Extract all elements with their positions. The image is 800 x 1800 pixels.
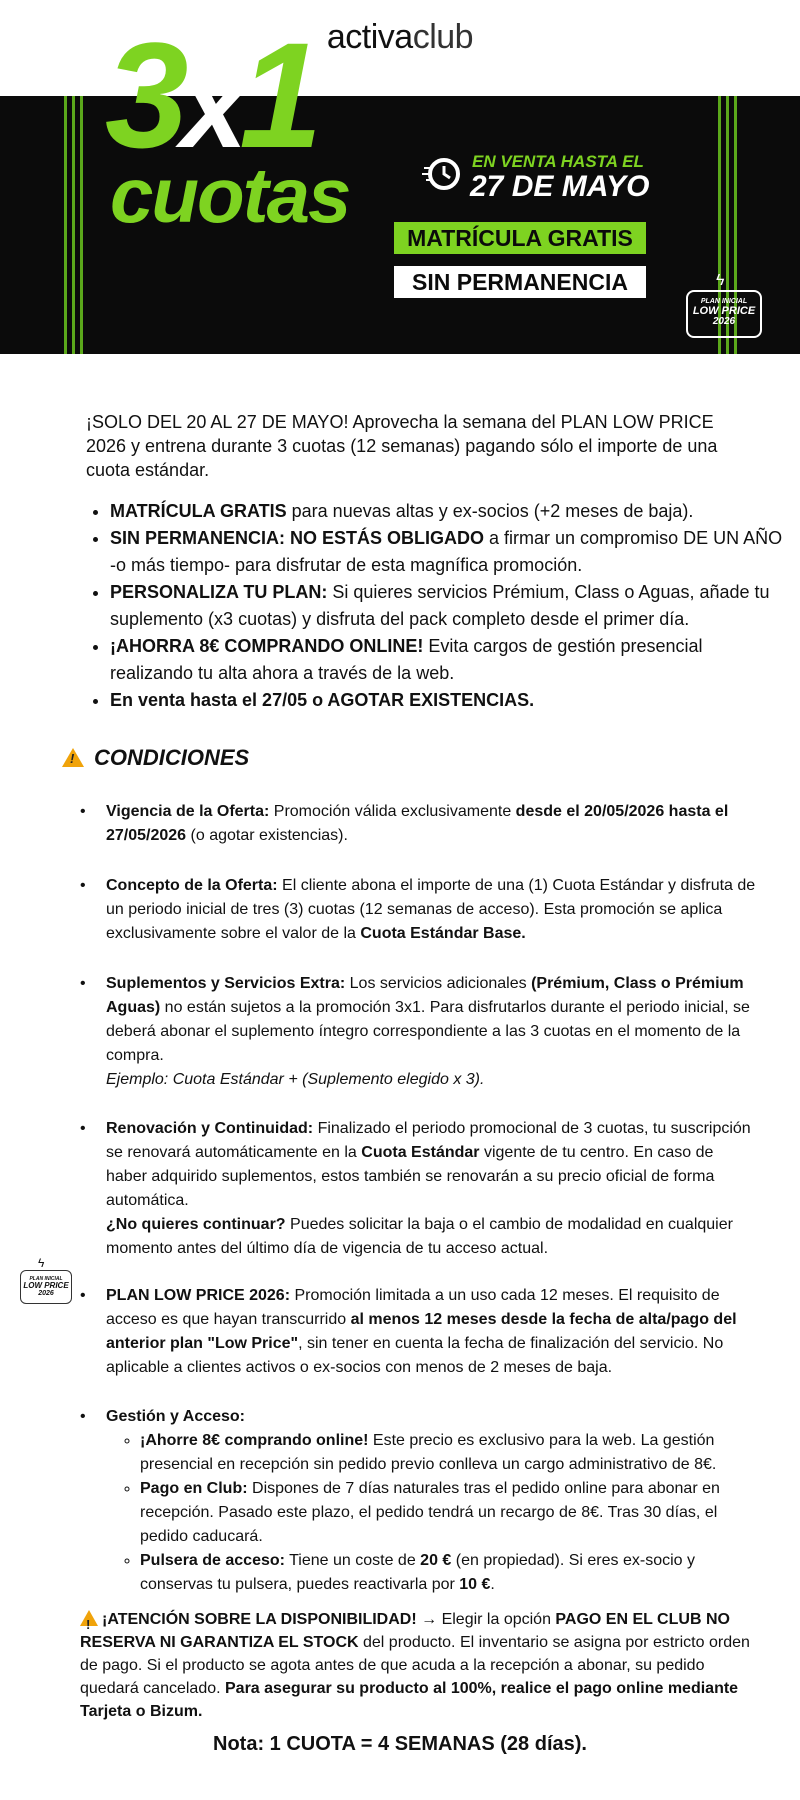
- cond-bold: al menos 12 meses desde la fecha de alta/pago del anterior plan "Low Price": [106, 1311, 737, 1352]
- sub-bold: 10 €: [459, 1576, 491, 1593]
- sub-item: [140, 1429, 756, 1477]
- banner-cuotas: cuotas: [110, 151, 350, 239]
- highlight-item: [110, 525, 790, 579]
- logo-part2: club: [412, 18, 474, 56]
- cond-text: no están sujetos a la promoción 3x1. Para disfrutarlos durante el periodo inicial, se deberá abonar el suplemento íntegro correspondiente a las 3 cuotas en el momento de la compra.: [106, 999, 750, 1064]
- plan-badge-line2: LOW PRICE: [692, 305, 756, 317]
- cond-bold: PLAN LOW PRICE 2026:: [106, 1287, 291, 1304]
- conditions-title: CONDICIONES: [94, 745, 250, 770]
- bullet-dot: •: [80, 1408, 86, 1425]
- bullet-dot: •: [80, 1120, 86, 1137]
- sub-item: [140, 1549, 756, 1597]
- cond-text: Finalizado el periodo promocional de 3 cuotas, tu suscripción se renovará automáticamente en la: [106, 1120, 751, 1161]
- condition-item: [80, 972, 756, 1092]
- notice-bold: Para asegurar su producto al 100%, realice el pago online mediante Tarjeta o Bizum.: [80, 1680, 739, 1720]
- highlight-bold: MATRÍCULA GRATIS: [110, 501, 287, 521]
- cond-text: , sin tener en cuenta la fecha de finalización del servicio. No aplicable a clientes activos o ex-socios con menos de 2 meses de baja.: [106, 1335, 724, 1376]
- bullet-dot: •: [80, 877, 86, 894]
- sub-bold: 20 €: [420, 1552, 452, 1569]
- plan-badge-line3: 2026: [712, 316, 736, 327]
- banner-three: 3: [105, 11, 181, 179]
- highlight-item: [110, 687, 790, 714]
- sub-text: Este precio es exclusivo para la web. La gestión presencial en recepción sin pedido previo conlleva un cargo administrativo de 8€.: [140, 1432, 717, 1473]
- sub-text: .: [490, 1576, 495, 1593]
- notice-bold: PAGO EN EL CLUB NO RESERVA NI GARANTIZA EL STOCK: [80, 1611, 730, 1651]
- intro-text: ¡SOLO DEL 20 AL 27 DE MAYO! Aprovecha la semana del PLAN LOW PRICE 2026 y entrena durante 3 cuotas (12 semanas) pagando sólo el importe de una cuota estándar.: [86, 412, 718, 480]
- cond-bold: Gestión y Acceso:: [106, 1408, 246, 1425]
- sub-bold: Pago en Club:: [140, 1480, 248, 1497]
- banner-x: x: [180, 39, 240, 173]
- conditions-heading: [62, 745, 249, 771]
- cond-bold: Renovación y Continuidad:: [106, 1120, 314, 1137]
- highlight-bold: SIN PERMANENCIA: NO ESTÁS OBLIGADO: [110, 528, 485, 548]
- bullet-dot: •: [80, 1287, 86, 1304]
- banner-venta-line1: EN VENTA HASTA EL: [472, 152, 644, 171]
- banner-stripe: [80, 96, 83, 354]
- cond-bold: (Prémium, Class o Prémium Aguas): [106, 975, 744, 1016]
- banner-stripe: [64, 96, 67, 354]
- highlight-bold: PERSONALIZA TU PLAN:: [110, 582, 328, 602]
- warning-icon: [62, 748, 84, 767]
- sub-text: Tiene un coste de: [284, 1552, 421, 1569]
- cond-text: Los servicios adicionales: [345, 975, 532, 992]
- sub-text: Dispones de 7 días naturales tras el pedido online para abonar en recepción. Pasado este plazo, el pedido tendrá un recargo de 8€. Tras 30 días, el pedido caducará.: [140, 1480, 720, 1545]
- highlight-item: [110, 633, 790, 687]
- plan-badge-line2: LOW PRICE: [23, 1281, 69, 1290]
- plan-badge-line1: PLAN INICIAL: [29, 1276, 63, 1282]
- clock-icon: [422, 152, 462, 192]
- bullet-dot: •: [80, 975, 86, 992]
- cond-bold: Vigencia de la Oferta:: [106, 803, 270, 820]
- sub-list: [106, 1429, 756, 1597]
- cond-bold: Suplementos y Servicios Extra:: [106, 975, 346, 992]
- condition-item: [80, 1284, 756, 1380]
- highlight-text: para nuevas altas y ex-socios (+2 meses de baja).: [286, 501, 694, 521]
- cond-text: (o agotar existencias).: [186, 827, 348, 844]
- logo-part1: activa: [326, 18, 413, 56]
- condition-item: [80, 1117, 756, 1261]
- highlight-item: [110, 579, 790, 633]
- notice-bold: ¡ATENCIÓN SOBRE LA DISPONIBILIDAD!: [102, 1611, 417, 1628]
- sub-bold: Pulsera de acceso:: [140, 1552, 285, 1569]
- plan-badge-small: [20, 1270, 72, 1304]
- cond-bold: desde el 20/05/2026 hasta el 27/05/2026: [106, 803, 729, 844]
- cond-bold: ¿No quieres continuar?: [106, 1216, 286, 1233]
- highlight-text: Si quieres servicios Prémium, Class o Aguas, añade tu suplemento (x3 cuotas) y disfruta del pack completo desde el primer día.: [110, 582, 770, 629]
- sub-item: [140, 1477, 756, 1549]
- cond-text: Promoción limitada a un uso cada 12 meses. El requisito de acceso es que hayan transcurrido: [106, 1287, 720, 1328]
- banner-one: 1: [239, 11, 315, 179]
- cond-bold: Cuota Estándar Base.: [360, 925, 526, 942]
- highlights-list: [86, 498, 790, 714]
- banner-sin-permanencia: SIN PERMANENCIA: [394, 266, 646, 298]
- banner-venta-line2: 27 DE MAYO: [470, 170, 650, 203]
- condition-item: [80, 800, 756, 848]
- warning-icon: [80, 1610, 98, 1626]
- cond-bold: Concepto de la Oferta:: [106, 877, 278, 894]
- notice-text: → Elegir la opción: [416, 1611, 556, 1628]
- cond-text: Puedes solicitar la baja o el cambio de modalidad en cualquier momento antes del último día de vigencia de tu acceso actual.: [106, 1216, 733, 1257]
- lightning-icon: ϟ: [38, 1256, 45, 1270]
- banner-matricula: MATRÍCULA GRATIS: [394, 222, 646, 254]
- sub-text: (en propiedad). Si eres ex-socio y conservas tu pulsera, puedes reactivarla por: [140, 1552, 695, 1593]
- bullet-dot: •: [80, 803, 86, 820]
- notice-text: del producto. El inventario se asigna por estricto orden de pago. Si el producto se agota antes de que acuda a la recepción a abonar, su pedido quedará cancelado.: [80, 1634, 750, 1697]
- lightning-icon: ϟ: [716, 272, 725, 289]
- sub-bold: ¡Ahorre 8€ comprando online!: [140, 1432, 369, 1449]
- condition-item: [80, 1405, 756, 1597]
- availability-notice: [80, 1608, 756, 1723]
- highlight-text: Evita cargos de gestión presencial realizando tu alta ahora a través de la web.: [110, 636, 703, 683]
- plan-badge: [686, 290, 762, 338]
- plan-badge-line3: 2026: [38, 1290, 54, 1297]
- plan-badge-line1: PLAN INICIAL: [700, 298, 748, 305]
- cond-text: El cliente abona el importe de una (1) Cuota Estándar y disfruta de un periodo inicial de tres (3) cuotas (12 semanas de acceso). Esta promoción se aplica exclusivamente sobre el valor de la: [106, 877, 756, 942]
- cond-text: Promoción válida exclusivamente: [269, 803, 516, 820]
- highlight-item: [110, 498, 790, 525]
- note: Nota: 1 CUOTA = 4 SEMANAS (28 días).: [213, 1733, 587, 1755]
- highlight-bold: ¡AHORRA 8€ COMPRANDO ONLINE!: [110, 636, 424, 656]
- highlight-text: a firmar un compromiso DE UN AÑO -o más tiempo- para disfrutar de esta magnífica promoción.: [110, 528, 783, 575]
- cond-example: Ejemplo: Cuota Estándar + (Suplemento elegido x 3).: [106, 1071, 485, 1088]
- highlight-bold: En venta hasta el 27/05 o AGOTAR EXISTENCIAS.: [110, 690, 535, 710]
- cond-bold: Cuota Estándar: [361, 1144, 480, 1161]
- cond-text: vigente de tu centro. En caso de haber adquirido suplementos, estos también se renovarán a su precio oficial de forma automática.: [106, 1144, 715, 1209]
- banner-stripe: [72, 96, 75, 354]
- condition-item: [80, 874, 756, 946]
